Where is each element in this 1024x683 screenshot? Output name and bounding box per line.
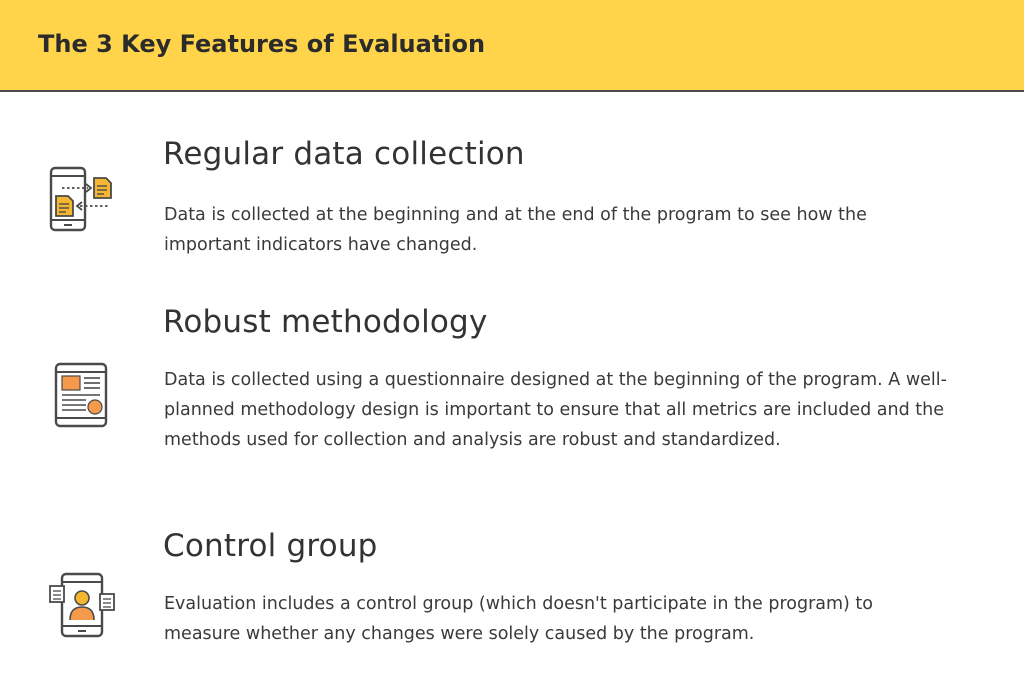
- header-banner: [0, 0, 1024, 92]
- feature-description: Data is collected at the beginning and at the end of the program to see how the important indicators have changed.: [164, 205, 867, 255]
- feature-title: Control group: [163, 528, 378, 564]
- feature-description: Data is collected using a questionnaire designed at the beginning of the program. A well-planned methodology design is important to ensure that all metrics are included and the methods used for collection and analysis are robust and standardized.: [164, 370, 947, 450]
- phone-user-profile-icon: [48, 572, 116, 642]
- tablet-document-icon: [54, 362, 110, 434]
- feature-description: Evaluation includes a control group (which doesn't participate in the program) to measure whether any changes were solely caused by the program.: [164, 594, 873, 644]
- phone-data-transfer-icon: [48, 166, 116, 238]
- feature-title: Regular data collection: [163, 136, 525, 172]
- feature-title: Robust methodology: [163, 304, 488, 340]
- page-title: The 3 Key Features of Evaluation: [38, 30, 486, 58]
